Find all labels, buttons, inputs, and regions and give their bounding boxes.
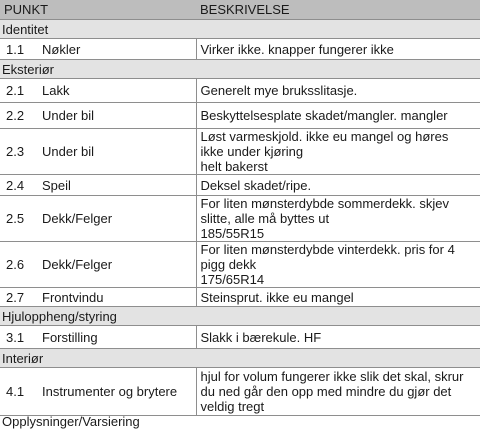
- item-description: [196, 196, 480, 242]
- item-number: 2.6: [0, 242, 34, 288]
- item-name: Instrumenter og brytere: [34, 368, 196, 416]
- item-description: [196, 175, 480, 196]
- table-row: [0, 103, 480, 129]
- table-row: [0, 175, 480, 196]
- item-description: [196, 326, 480, 349]
- item-name: Forstilling: [34, 326, 196, 349]
- description-line: For liten mønsterdybde sommerdekk. skjev: [200, 196, 450, 211]
- section-row: [0, 20, 480, 39]
- item-name: Lakk: [34, 79, 196, 103]
- item-description: [196, 242, 480, 288]
- section-row: [0, 349, 480, 368]
- item-number: 3.1: [0, 326, 34, 349]
- description-line: helt bakerst: [200, 159, 268, 174]
- item-number: 2.1: [0, 79, 34, 103]
- next-section-title-partial: Opplysninger/Varsiering: [2, 414, 140, 429]
- description-line: Beskyttelsesplate skadet/mangler. mangler: [200, 108, 448, 123]
- item-name: Speil: [34, 175, 196, 196]
- item-description: [196, 79, 480, 103]
- item-description: [196, 288, 480, 307]
- table-row: [0, 196, 480, 242]
- header-beskrivelse: BESKRIVELSE: [196, 0, 480, 20]
- description-line: Deksel skadet/ripe.: [200, 177, 312, 193]
- item-number: 2.3: [0, 129, 34, 175]
- table-row: [0, 39, 480, 60]
- section-row: [0, 307, 480, 326]
- description-line: veldig tregt: [200, 399, 265, 414]
- item-number: 2.7: [0, 288, 34, 307]
- description-line: Generelt mye bruksslitasje.: [200, 83, 358, 98]
- table-row: [0, 129, 480, 175]
- table-row: [0, 326, 480, 349]
- item-number: 1.1: [0, 39, 34, 60]
- item-number: 2.4: [0, 175, 34, 196]
- item-number: 2.5: [0, 196, 34, 242]
- item-name: Dekk/Felger: [34, 242, 196, 288]
- section-title: Eksteriør: [0, 60, 480, 79]
- table-row: [0, 368, 480, 416]
- table-body: [0, 20, 480, 416]
- section-row: [0, 60, 480, 79]
- item-description: [196, 39, 480, 60]
- section-title: Hjuloppheng/styring: [0, 307, 480, 326]
- section-title: Identitet: [0, 20, 480, 39]
- description-line: Løst varmeskjold. ikke eu mangel og høres: [200, 129, 449, 144]
- description-line: hjul for volum fungerer ikke slik det skal, skrur: [200, 369, 464, 384]
- table-row: [0, 242, 480, 288]
- header-punkt: PUNKT: [0, 0, 196, 20]
- description-line: Steinsprut. ikke eu mangel: [200, 289, 354, 305]
- item-description: [196, 129, 480, 175]
- table-row: [0, 288, 480, 307]
- item-name: Nøkler: [34, 39, 196, 60]
- item-name: Frontvindu: [34, 288, 196, 307]
- table-header: [0, 0, 480, 20]
- description-line: slitte, alle må byttes ut: [200, 211, 330, 226]
- item-name: Dekk/Felger: [34, 196, 196, 242]
- description-line: Slakk i bærekule. HF: [200, 329, 322, 345]
- description-line: For liten mønsterdybde vinterdekk. pris for 4: [200, 242, 455, 257]
- item-name: Under bil: [34, 129, 196, 175]
- description-line: pigg dekk: [200, 257, 257, 272]
- description-line: 185/55R15: [200, 226, 265, 241]
- item-number: 4.1: [0, 368, 34, 416]
- table-row: [0, 79, 480, 103]
- item-number: 2.2: [0, 103, 34, 129]
- section-title: Interiør: [0, 349, 480, 368]
- description-line: du ned går den opp med mindre du gjør det: [200, 384, 452, 399]
- description-line: ikke under kjøring: [200, 144, 304, 159]
- description-line: 175/65R14: [200, 272, 265, 287]
- item-description: [196, 368, 480, 416]
- item-description: [196, 103, 480, 129]
- description-line: Virker ikke. knapper fungerer ikke: [200, 41, 394, 57]
- item-name: Under bil: [34, 103, 196, 129]
